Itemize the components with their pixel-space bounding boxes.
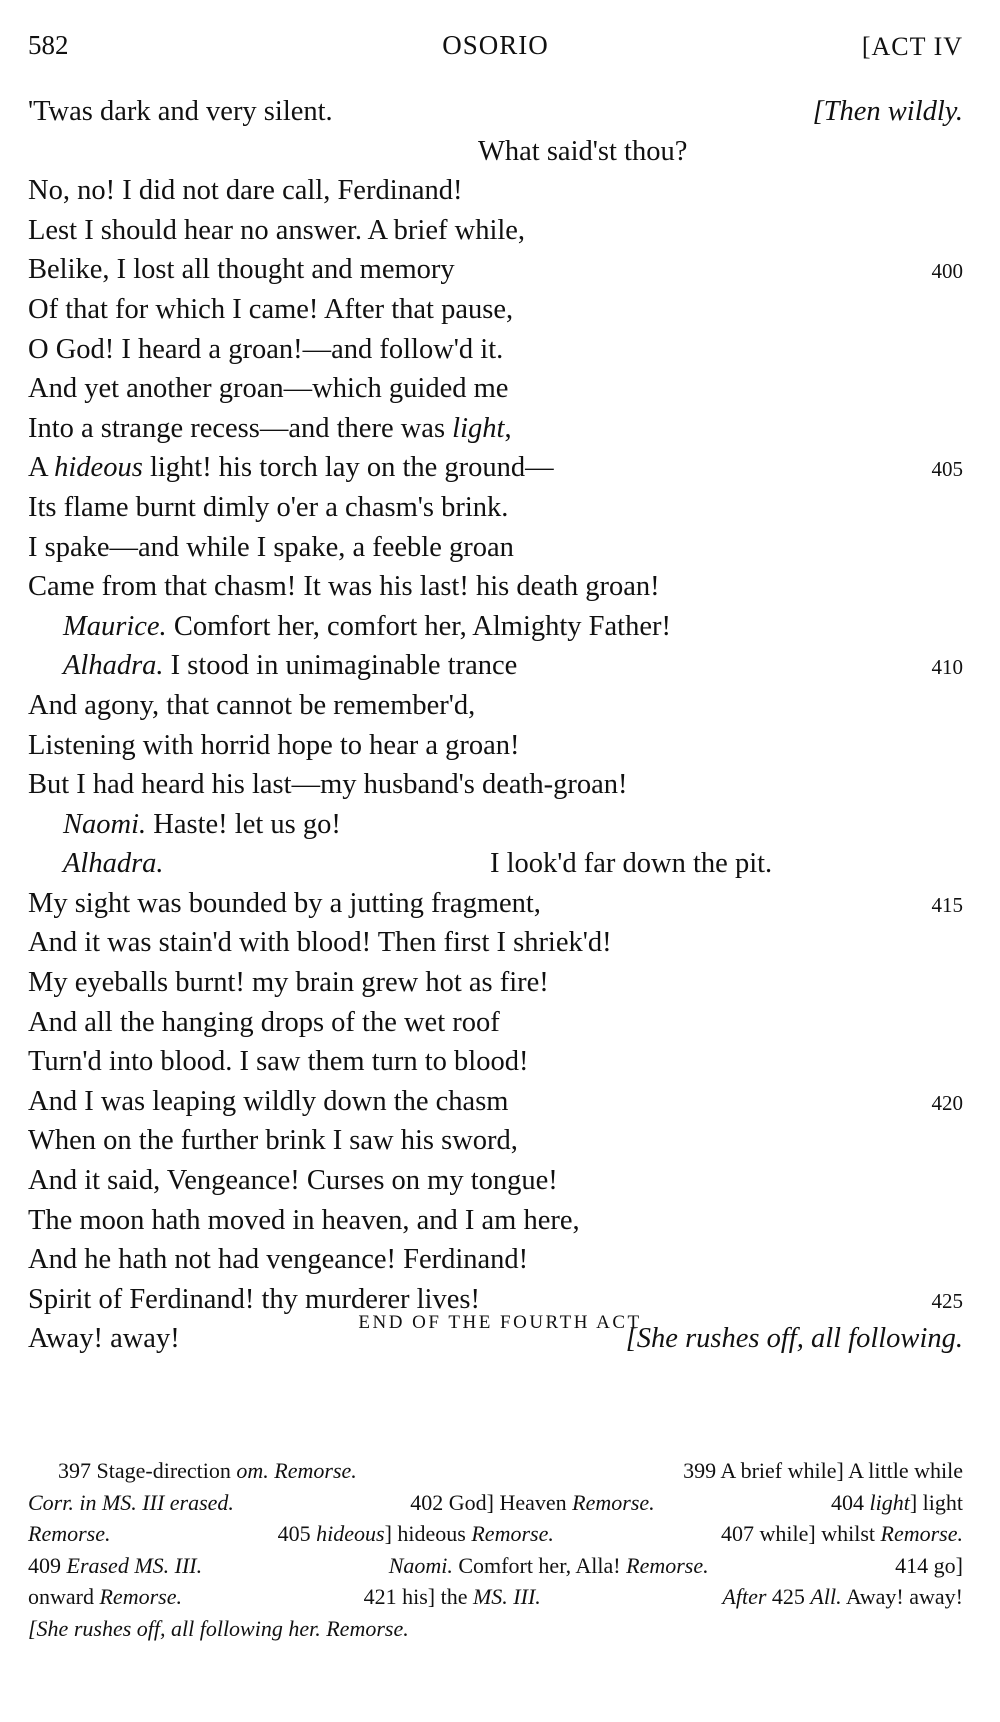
note-entry xyxy=(721,1518,963,1550)
line-text: I stood in unimaginable trance xyxy=(163,650,518,682)
line-emphasis: hideous xyxy=(54,452,143,484)
verse-line xyxy=(28,171,963,211)
note-italic: All. xyxy=(810,1584,842,1609)
note-text: Away! away! xyxy=(841,1584,963,1609)
line-text: But I had heard his last—my husband's death-groan! xyxy=(28,769,628,801)
line-text: And yet another groan—which guided me xyxy=(28,373,509,405)
note-italic: light xyxy=(869,1489,910,1515)
line-text: Spirit of Ferdinand! thy murderer lives! xyxy=(28,1283,480,1315)
note-line xyxy=(28,1487,963,1519)
note-line xyxy=(28,1613,963,1645)
line-text: My eyeballs burnt! my brain grew hot as fire! xyxy=(28,967,549,999)
verse-line xyxy=(28,1042,963,1082)
textual-notes xyxy=(28,1455,963,1644)
note-italic: Remorse. xyxy=(99,1584,182,1609)
verse-line xyxy=(28,330,963,370)
note-entry xyxy=(722,1581,963,1613)
verse-line xyxy=(28,963,963,1003)
note-entry xyxy=(28,1581,182,1613)
verse-line xyxy=(28,1082,963,1122)
speaker-name: Naomi. xyxy=(63,808,147,840)
note-line xyxy=(28,1550,963,1582)
verse-line xyxy=(28,1121,963,1161)
line-text: Came from that chasm! It was his last! his death groan! xyxy=(28,571,660,603)
note-italic: Naomi. xyxy=(388,1552,453,1578)
speaker-name: Maurice. xyxy=(63,610,167,642)
line-text: Turn'd into blood. I saw them turn to blood! xyxy=(28,1046,529,1078)
note-italic: Erased MS. III. xyxy=(66,1552,203,1578)
line-number: 425 xyxy=(931,1288,963,1313)
line-continuation: I look'd far down the pit. xyxy=(490,848,773,880)
note-italic: Remorse. xyxy=(626,1552,709,1578)
line-text: 'Twas dark and very silent. xyxy=(28,96,333,127)
note-line xyxy=(28,1581,963,1613)
verse-line xyxy=(28,250,963,290)
note-italic: Remorse. xyxy=(28,1521,111,1546)
note-text: 421 his] the xyxy=(363,1584,473,1609)
verse-line xyxy=(28,448,963,488)
line-number: 410 xyxy=(931,655,963,680)
note-italic: Remorse. xyxy=(572,1489,655,1515)
verse-line xyxy=(28,884,963,924)
note-italic: om. Remorse. xyxy=(236,1458,357,1483)
line-text-after: light! his torch lay on the ground— xyxy=(142,452,554,484)
verse-line xyxy=(28,132,963,172)
note-text: 405 xyxy=(277,1521,317,1546)
verse-line xyxy=(28,211,963,251)
line-text: Comfort her, comfort her, Almighty Father! xyxy=(166,610,671,642)
verse-line xyxy=(28,844,963,884)
running-header xyxy=(28,30,963,70)
note-italic: Remorse. xyxy=(880,1521,963,1546)
note-text: 407 while] whilst xyxy=(721,1521,881,1546)
note-italic: [She rushes off, all following her. Remorse. xyxy=(28,1615,409,1641)
verse-line xyxy=(28,726,963,766)
line-text: And I was leaping wildly down the chasm xyxy=(28,1085,509,1117)
note-entry xyxy=(683,1455,963,1487)
note-line xyxy=(28,1518,963,1550)
note-text: 414 go] xyxy=(895,1552,963,1578)
note-entry xyxy=(831,1487,963,1519)
speaker-name: Alhadra. xyxy=(63,848,164,880)
verse-line xyxy=(28,92,963,132)
line-text: A xyxy=(28,452,55,484)
stage-direction: [She rushes off, all following. xyxy=(625,1323,963,1355)
line-text: I spake—and while I spake, a feeble groan xyxy=(28,531,514,563)
note-italic: After xyxy=(722,1584,767,1609)
verse-line xyxy=(28,290,963,330)
note-text: ] hideous xyxy=(384,1521,472,1546)
verse-line xyxy=(28,923,963,963)
stage-direction: [Then wildly. xyxy=(812,96,963,127)
verse-body xyxy=(28,92,963,1359)
note-entry xyxy=(410,1487,654,1519)
line-text: When on the further brink I saw his sword, xyxy=(28,1125,518,1157)
end-of-act-heading: END OF THE FOURTH ACT xyxy=(358,1312,642,1333)
note-text: 397 Stage-direction xyxy=(58,1458,237,1483)
line-text: My sight was bounded by a jutting fragment, xyxy=(28,887,541,919)
verse-line xyxy=(28,1201,963,1241)
line-text: Listening with horrid hope to hear a groan! xyxy=(28,729,520,761)
verse-line xyxy=(28,1240,963,1280)
line-text: Its flame burnt dimly o'er a chasm's brink. xyxy=(28,491,509,523)
line-emphasis: light xyxy=(452,412,505,444)
page-number: 582 xyxy=(28,30,69,60)
line-text: Of that for which I came! After that pause, xyxy=(28,293,514,325)
line-number: 415 xyxy=(931,892,963,917)
line-text: And he hath not had vengeance! Ferdinand! xyxy=(28,1244,529,1276)
line-text: And all the hanging drops of the wet roof xyxy=(28,1006,500,1038)
line-text: Away! away! xyxy=(28,1323,180,1355)
verse-line xyxy=(28,528,963,568)
speaker-name: Alhadra. xyxy=(63,650,164,682)
line-text: And agony, that cannot be remember'd, xyxy=(28,689,476,721)
note-text: Comfort her, Alla! xyxy=(452,1552,627,1578)
line-continuation: What said'st thou? xyxy=(478,135,688,167)
verse-line xyxy=(28,805,963,845)
note-text: 399 A brief while] A little while xyxy=(683,1458,963,1483)
note-entry xyxy=(278,1518,554,1550)
note-italic: Corr. in MS. III erased. xyxy=(28,1489,234,1515)
line-text: Belike, I lost all thought and memory xyxy=(28,254,455,286)
verse-line xyxy=(28,488,963,528)
line-text: Lest I should hear no answer. A brief while, xyxy=(28,214,526,246)
line-text: The moon hath moved in heaven, and I am here, xyxy=(28,1204,580,1236)
note-entry xyxy=(58,1455,357,1487)
note-text: 425 xyxy=(766,1584,811,1609)
verse-line xyxy=(28,369,963,409)
verse-line xyxy=(28,607,963,647)
note-entry xyxy=(28,1550,202,1582)
note-entry xyxy=(389,1550,709,1582)
note-text: 409 xyxy=(28,1552,67,1578)
line-number: 420 xyxy=(931,1090,963,1115)
note-italic: hideous xyxy=(316,1521,385,1546)
note-entry xyxy=(364,1581,541,1613)
verse-line xyxy=(28,567,963,607)
line-text: Into a strange recess—and there was xyxy=(28,412,453,444)
note-text: onward xyxy=(28,1584,100,1609)
verse-line xyxy=(28,765,963,805)
note-entry xyxy=(28,1518,110,1550)
note-italic: Remorse. xyxy=(471,1521,554,1546)
verse-line xyxy=(28,646,963,686)
line-text: No, no! I did not dare call, Ferdinand! xyxy=(28,175,463,207)
verse-line xyxy=(28,1161,963,1201)
verse-line xyxy=(28,1003,963,1043)
line-number: 400 xyxy=(931,259,963,284)
line-number: 405 xyxy=(931,457,963,482)
note-entry xyxy=(895,1550,963,1582)
note-text: ] light xyxy=(909,1489,963,1515)
page-title: OSORIO xyxy=(442,30,549,60)
line-text: Haste! let us go! xyxy=(146,808,341,840)
line-text: And it said, Vengeance! Curses on my tongue! xyxy=(28,1165,558,1197)
line-text-after: , xyxy=(504,412,512,444)
verse-line xyxy=(28,686,963,726)
act-label: [ACT IV xyxy=(861,32,963,61)
note-italic: MS. III. xyxy=(472,1584,541,1609)
note-text: 402 God] Heaven xyxy=(410,1489,573,1515)
line-text: And it was stain'd with blood! Then first I shriek'd! xyxy=(28,927,612,959)
note-line xyxy=(28,1455,963,1487)
note-entry xyxy=(28,1613,409,1645)
note-entry xyxy=(28,1487,234,1519)
note-text: 404 xyxy=(830,1489,870,1515)
line-text: O God! I heard a groan!—and follow'd it. xyxy=(28,333,504,365)
verse-line xyxy=(28,409,963,449)
